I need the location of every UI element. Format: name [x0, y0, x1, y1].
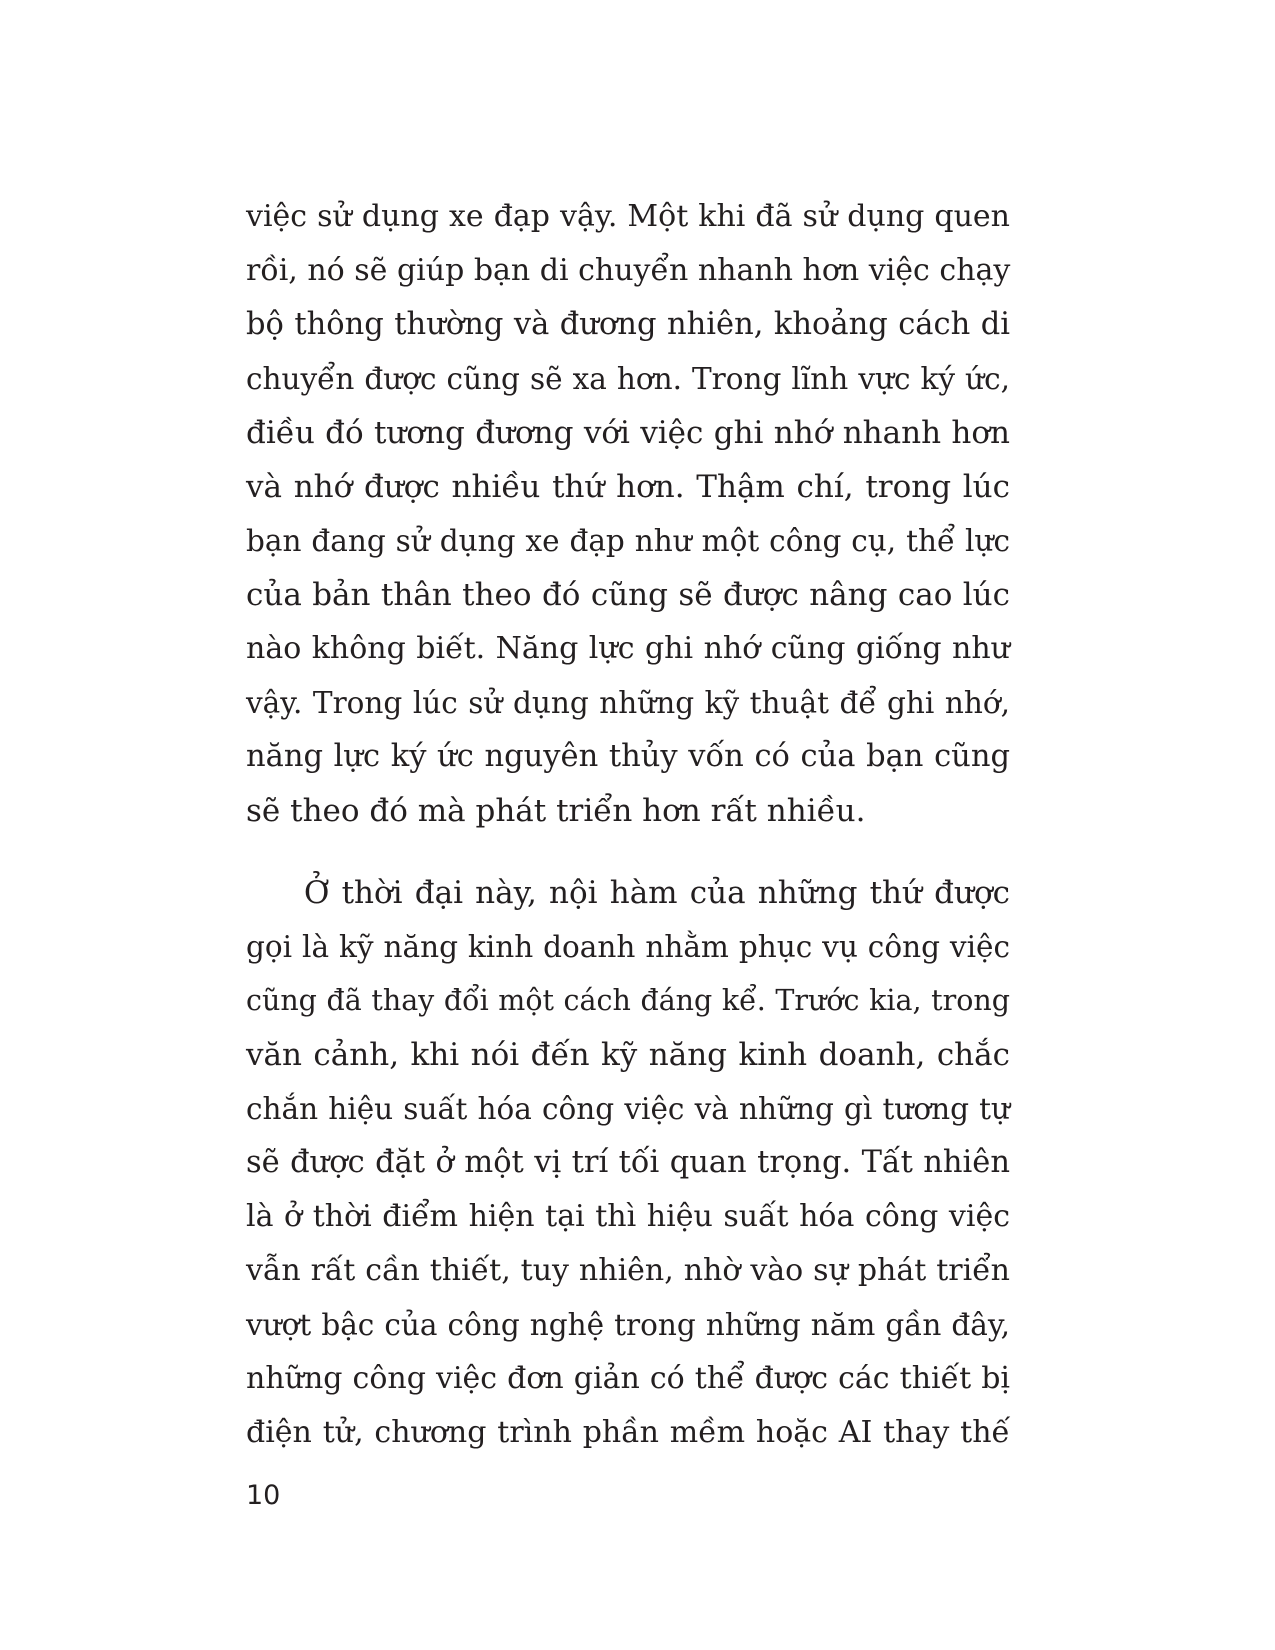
page-number: 10	[246, 1480, 281, 1511]
text-line: và nhớ được nhiều thứ hơn. Thậm chí, trong lúc	[246, 469, 1010, 505]
text-line: gọi là kỹ năng kinh doanh nhằm phục vụ công việc	[246, 930, 1010, 964]
text-line: sẽ theo đó mà phát triển hơn rất nhiều.	[246, 793, 866, 829]
body-text	[246, 190, 1010, 1460]
paragraph-2	[246, 866, 1010, 1460]
text-line: bộ thông thường và đương nhiên, khoảng cách di	[246, 307, 1010, 342]
text-line: vượt bậc của công nghệ trong những năm gần đây,	[246, 1308, 1010, 1342]
text-line: cũng đã thay đổi một cách đáng kể. Trước kia, trong	[246, 984, 1010, 1017]
text-line: điều đó tương đương với việc ghi nhớ nhanh hơn	[246, 415, 1010, 451]
text-line: văn cảnh, khi nói đến kỹ năng kinh doanh, chắc	[246, 1037, 1010, 1073]
text-line: chắn hiệu suất hóa công việc và những gì tương tự	[246, 1092, 1010, 1126]
text-line: vậy. Trong lúc sử dụng những kỹ thuật để ghi nhớ,	[246, 686, 1010, 720]
text-line: rồi, nó sẽ giúp bạn di chuyển nhanh hơn việc chạy	[246, 253, 1011, 288]
text-line: bạn đang sử dụng xe đạp như một công cụ, thể lực	[246, 524, 1010, 558]
paragraph-1	[246, 190, 1010, 838]
text-line: điện tử, chương trình phần mềm hoặc AI thay thế	[246, 1415, 1010, 1450]
text-line: là ở thời điểm hiện tại thì hiệu suất hóa công việc	[246, 1199, 1010, 1234]
text-line: sẽ được đặt ở một vị trí tối quan trọng. Tất nhiên	[246, 1145, 1010, 1180]
text-line: những công việc đơn giản có thể được các thiết bị	[246, 1361, 1010, 1396]
text-line: nào không biết. Năng lực ghi nhớ cũng giống như	[246, 631, 1010, 666]
paragraph-spacer	[246, 838, 1010, 866]
text-line: việc sử dụng xe đạp vậy. Một khi đã sử dụng quen	[246, 199, 1010, 234]
text-line: Ở thời đại này, nội hàm của những thứ được	[304, 875, 1010, 911]
text-line: chuyển được cũng sẽ xa hơn. Trong lĩnh vực ký ức,	[246, 362, 1010, 396]
text-line: vẫn rất cần thiết, tuy nhiên, nhờ vào sự phát triển	[246, 1253, 1010, 1288]
text-line: năng lực ký ức nguyên thủy vốn có của bạn cũng	[246, 739, 1010, 774]
text-line: của bản thân theo đó cũng sẽ được nâng cao lúc	[246, 577, 1010, 613]
